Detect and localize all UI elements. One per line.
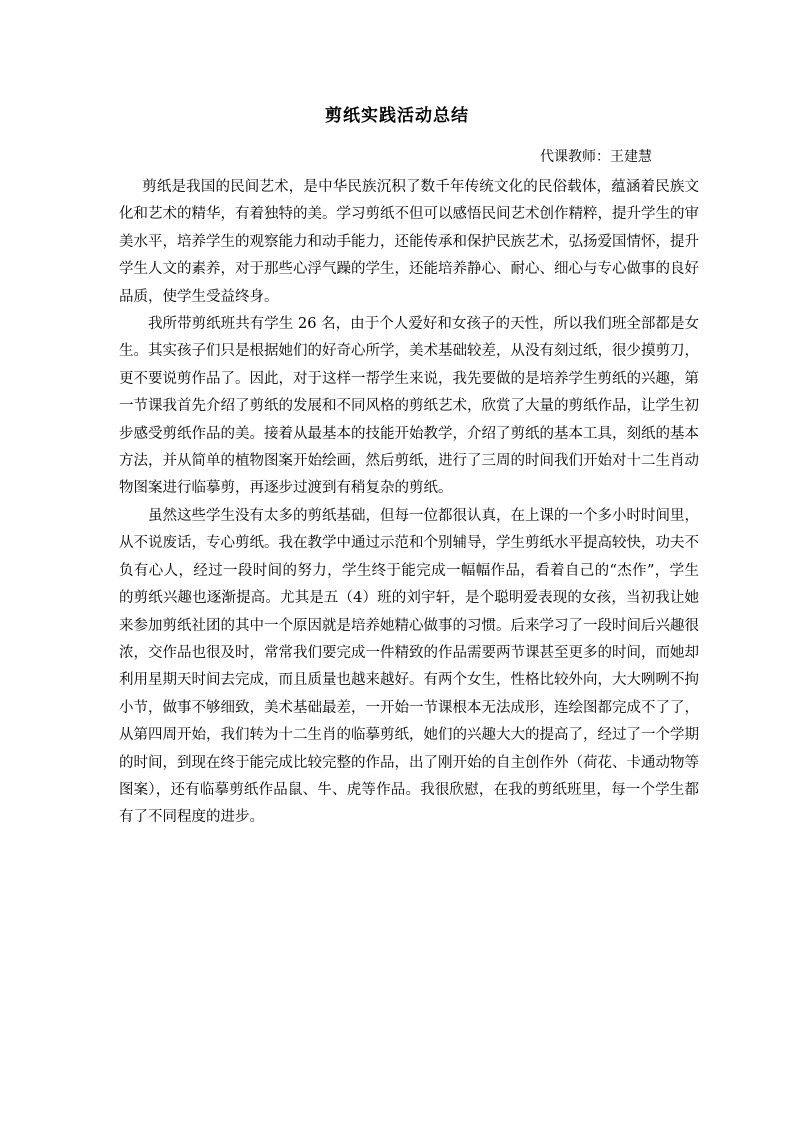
document-title: 剪纸实践活动总结: [325, 106, 469, 126]
author-line: 代课教师：王建慧: [540, 149, 652, 165]
document-body: [119, 174, 699, 832]
paragraph-intro: 剪纸是我国的民间艺术，是中华民族沉积了数千年传统文化的民俗载体，蕴涵着民族文化和艺术的精华，有着独特的美。学习剪纸不但可以感悟民间艺术创作精粹，提升学生的审美水平，培养学生的观察能力和动手能力，还能传承和保护民族艺术，弘扬爱国情怀，提升学生人文的素养，对于那些心浮气躁的学生，还能培养静心、耐心、细心与专心做事的良好品质，使学生受益终身。: [119, 179, 699, 305]
paragraph-class-background: 我所带剪纸班共有学生 26 名，由于个人爱好和女孩子的天性，所以我们班全部都是女生。其实孩子们只是根据她们的好奇心所学，美术基础较差，从没有刻过纸，很少摸剪刀，更不要说剪作品了。因此，对于这样一帮学生来说，我先要做的是培养学生剪纸的兴趣，第一节课我首先介绍了剪纸的发展和不同风格的剪纸艺术，欣赏了大量的剪纸作品，让学生初步感受剪纸作品的美。接着从最基本的技能开始教学，介绍了剪纸的基本工具，刻纸的基本方法，并从简单的植物图案开始绘画，然后剪纸，进行了三周的时间我们开始对十二生肖动物图案进行临摹剪，再逐步过渡到有稍复杂的剪纸。: [119, 316, 699, 497]
paragraph-student-progress: 虽然这些学生没有太多的剪纸基础，但每一位都很认真，在上课的一个多小时时间里，从不说废话，专心剪纸。我在教学中通过示范和个别辅导，学生剪纸水平提高较快，功夫不负有心人，经过一段时间的努力，学生终于能完成一幅幅作品，看着自己的“杰作”，学生的剪纸兴趣也逐渐提高。尤其是五（4）班的刘宇轩，是个聪明爱表现的女孩，当初我让她来参加剪纸社团的其中一个原因就是培养她精心做事的习惯。后来学习了一段时间后兴趣很浓，交作品也很及时，常常我们要完成一件精致的作品需要两节课甚至更多的时间，而她却利用星期天时间去完成，而且质量也越来越好。有两个女生，性格比较外向，大大咧咧不拘小节，做事不够细致，美术基础最差，一开始一节课根本无法成形，连绘图都完成不了了，从第四周开始，我们转为十二生肖的临摹剪纸，她们的兴趣大大的提高了，经过了一个学期的时间，到现在终于能完成比较完整的作品，出了刚开始的自主创作外（荷花、卡通动物等图案），还有临摹剪纸作品鼠、牛、虎等作品。我很欣慰，在我的剪纸班里，每一个学生都有了不同程度的进步。: [119, 507, 699, 826]
